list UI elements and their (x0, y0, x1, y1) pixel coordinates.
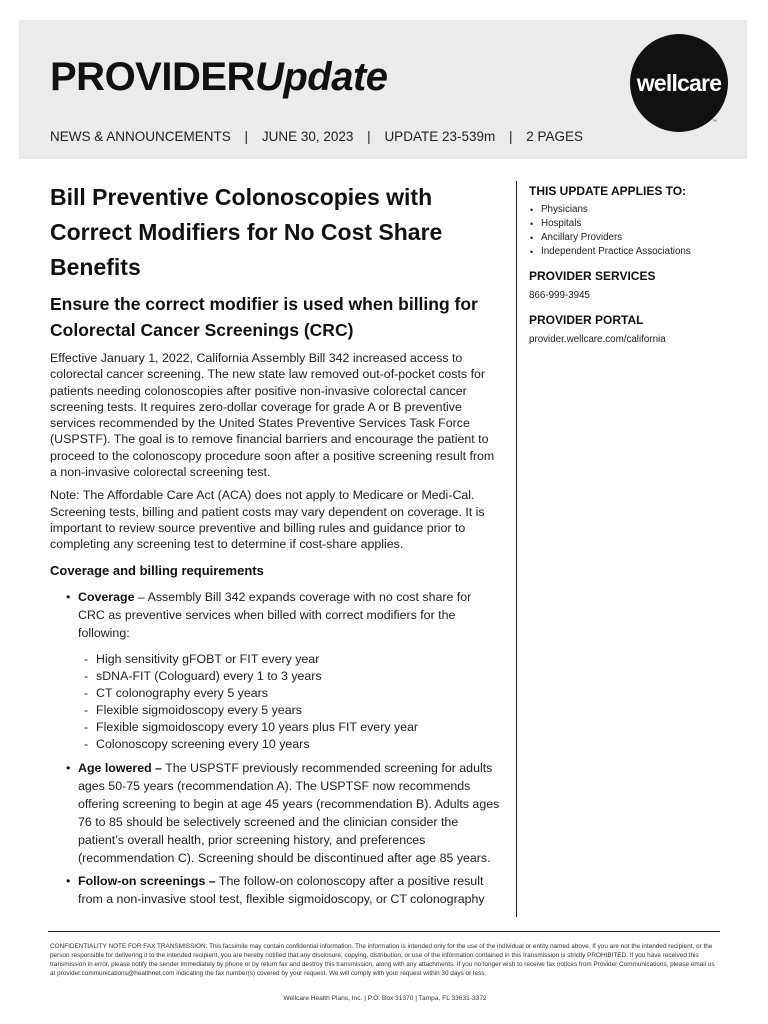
article-subtitle: Ensure the correct modifier is used when billing for Colorectal Cancer Screenings (CRC) (50, 294, 478, 340)
coverage-lead: Coverage (78, 589, 135, 604)
screening-item: - Colonoscopy screening every 10 years (78, 736, 500, 753)
screening-item: - sDNA-FIT (Cologuard) every 1 to 3 years (78, 668, 500, 685)
footer-rule (48, 931, 720, 932)
follow-on-text: The follow-on colonoscopy after a positive result from a non-invasive stool test, flexible sigmoidoscopy, or CT colonography (78, 873, 485, 906)
coverage-text: – Assembly Bill 342 expands coverage with no cost share for CRC as preventive services when billed with correct modifiers for the following: (78, 589, 472, 640)
company-address: Wellcare Health Plans, Inc. | P.O. Box 31370 | Tampa, FL 33631-3372 (283, 995, 487, 1002)
provider-services-heading: PROVIDER SERVICES (529, 269, 656, 283)
brand-bold: PROVIDER (50, 55, 255, 99)
column-divider (516, 181, 517, 917)
masthead (19, 20, 747, 159)
screening-list (78, 651, 500, 753)
applies-item: • Hospitals (529, 217, 739, 231)
meta-separator: | (244, 129, 249, 144)
intro-paragraph: Effective January 1, 2022, California Assembly Bill 342 increased access to colorectal cancer screening. The new state law removed out-of-pocket costs for patients needing colonoscopies after positive non-invasive colorectal cancer screening tests. It requires zero-dollar coverage for grade A or B preventive services recommended by the United States Preventive Services Task Force (USPSTF). The goal is to remove financial barriers and encourage the patient to proceed to the colonoscopy procedure soon after a positive screening result from a non-invasive colorectal screening test. (50, 351, 495, 480)
article-title: Bill Preventive Colonoscopies with Correct Modifiers for No Cost Share Benefits (50, 184, 443, 280)
provider-update-wordmark (50, 53, 388, 101)
update-number: UPDATE 23-539m (384, 129, 496, 144)
screening-item: - Flexible sigmoidoscopy every 10 years plus FIT every year (78, 719, 500, 736)
requirements-list (50, 588, 500, 908)
provider-services-phone: 866-999-3945 (529, 290, 591, 301)
applies-list (529, 203, 739, 259)
screening-item: - High sensitivity gFOBT or FIT every year (78, 651, 500, 668)
provider-portal-heading: PROVIDER PORTAL (529, 313, 644, 327)
age-lowered-item (50, 759, 500, 867)
coverage-item (50, 588, 500, 753)
page-count: 2 PAGES (526, 129, 584, 144)
section-heading: Coverage and billing requirements (50, 562, 264, 578)
brand-italic: Update (254, 55, 388, 99)
meta-separator: | (509, 129, 513, 144)
age-lead: Age lowered – (78, 760, 163, 775)
applies-item: • Independent Practice Associations (529, 245, 739, 259)
note-paragraph: Note: The Affordable Care Act (ACA) does not apply to Medicare or Medi-Cal. Screening tests, billing and patient costs may vary dependent on coverage. It is important to review source preventive and billing rules and guidance prior to completing any screening test to determine if cost-share applies. (50, 488, 485, 552)
confidentiality-note: CONFIDENTIALITY NOTE FOR FAX TRANSMISSION: This facsimile may contain confidential information. The information is intended only for the use of the individual or entity named above. If you are not the intended recipient, or the person responsible for delivering it to the intended recipient, you are hereby notified that any disclosure, copying, distribution, or use of the information contained in this transmission is strictly PROHIBITED. If you have received this transmission in error, please notify the sender immediately by phone or by return fax and destroy this transmission, along with any attachments. If you no longer wish to receive fax notices from Provider Communications, please email us at provider.communications@healthnet.com indicating the fax number(s) covered by your request. We will comply with your request within 30 days or less. (50, 943, 715, 977)
applies-heading: THIS UPDATE APPLIES TO: (529, 184, 687, 198)
section-label: NEWS & ANNOUNCEMENTS (50, 129, 231, 144)
update-meta-line (50, 128, 583, 146)
follow-on-lead: Follow-on screenings – (78, 873, 216, 888)
applies-item: • Ancillary Providers (529, 231, 739, 245)
trademark-mark: ™ (712, 119, 717, 125)
screening-item: - CT colonography every 5 years (78, 685, 500, 702)
provider-portal-link[interactable]: provider.wellcare.com/california (529, 334, 666, 345)
article-body (50, 180, 500, 913)
update-date: JUNE 30, 2023 (261, 129, 354, 144)
applies-item: • Physicians (529, 203, 739, 217)
follow-on-item (50, 872, 500, 908)
logo-text: wellcare (636, 69, 722, 96)
age-text: The USPSTF previously recommended screening for adults ages 50-75 years (recommendation A). The USPTSF now recommends offering screening to begin at age 45 years (recommendation B). Adults ages 76 to 85 should be selectively screened and the clinician consider the patient’s overall health, prior screening history, and preferences (recommendation C). Screening should be discontinued after age 85 years. (78, 760, 500, 865)
wellcare-logo (630, 34, 728, 132)
sidebar (529, 184, 739, 347)
meta-separator: | (367, 129, 371, 144)
screening-item: - Flexible sigmoidoscopy every 5 years (78, 702, 500, 719)
